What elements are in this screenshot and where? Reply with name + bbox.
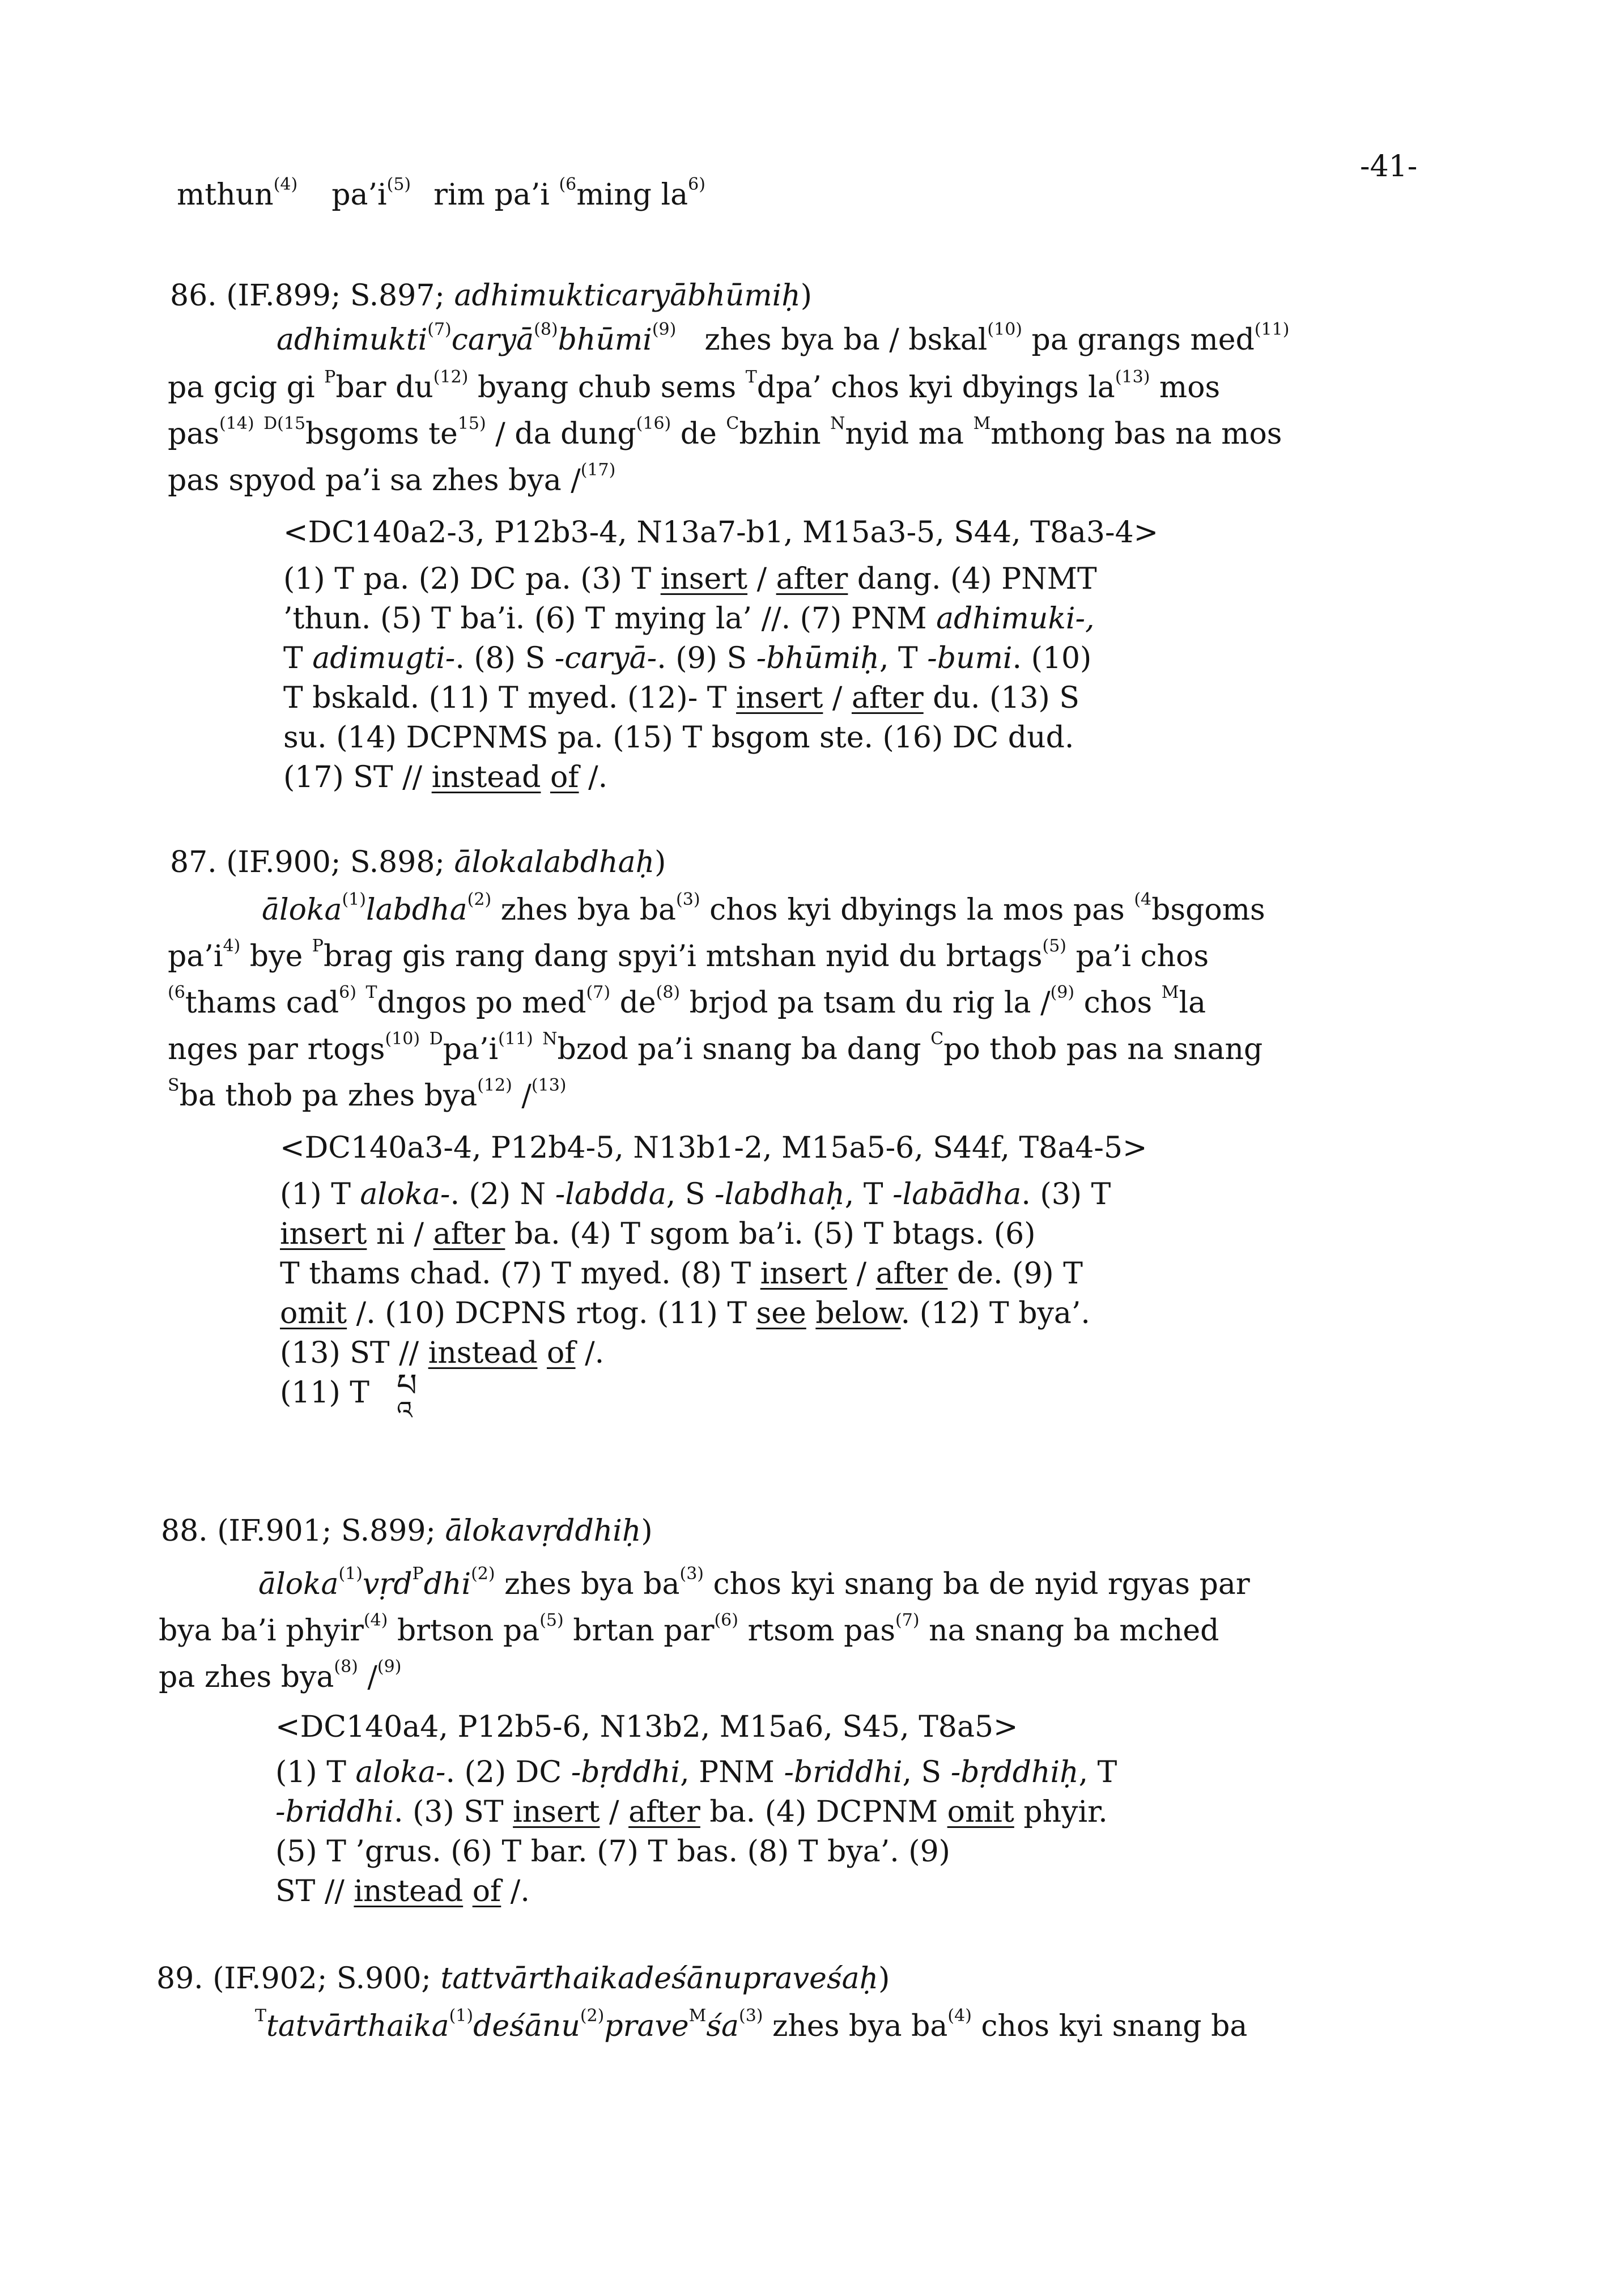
entry-86-note-line: (17) ST // instead of /. (283, 760, 608, 794)
entry-87-body-line: nges par rtogs$^{(10)}$ $^Dpa’i^{(11)}$ $^N$bzod pa’i snang ba dang $^C$po thob pas na snang (168, 1029, 1263, 1066)
entry-87-body-line: āloka$^{(1)}$labdha$^{(2)}$ zhes bya $ba^{(3)}$ chos kyi dbyings la mos pas $^{(4}$bsgoms (262, 890, 1265, 927)
entry-86-note-line: (1) T pa. (2) DC pa. (3) T insert / after dang. (4) PNMT (283, 562, 1097, 596)
entry-86-heading: 86. (IF.899; S.897; adhimukticaryābhūmiḥ) (170, 279, 813, 313)
entry-86-note-line: T bskald. (11) T myed. (12)- T insert / after du. (13) S (283, 681, 1079, 715)
entry-87-note-line: (13) ST // instead of /. (280, 1336, 605, 1370)
continuation-line: mthun$^{(4)}$ $pa’i^{(5)}$ rim pa’i $^{(6}$ming $la^{6)}$ (177, 175, 705, 212)
entry-86-note-line: T adimugti-. (8) S -caryā-. (9) S -bhūmiḥ, T -bumi. (10) (283, 641, 1092, 675)
tibetan-glyph-subscript: འ (397, 1396, 413, 1425)
tibetan-glyph: པ (397, 1367, 417, 1404)
entry-89-heading: 89. (IF.902; S.900; tattvārthaikadeśānupraveśaḥ) (156, 1962, 890, 1996)
entry-88-note-line: (5) T ’grus. (6) T bar. (7) T bas. (8) T bya’. (9) (275, 1835, 950, 1869)
entry-87-sources: <DC140a3-4, P12b4-5, N13b1-2, M15a5-6, S44f, T8a4-5> (280, 1131, 1147, 1165)
entry-87-note-line: (1) T aloka-. (2) N -labdda, S -labdhaḥ, T -labādha. (3) T (280, 1177, 1111, 1211)
entry-88-note-line: (1) T aloka-. (2) DC -bṛddhi, PNM -briddhi, S -bṛddhiḥ, T (275, 1755, 1117, 1789)
entry-87-body-line: $^{(6}$thams cad$^{6)}$ $^T$dngos po med$^{(7)}$ $de^{(8)}$ brjod pa tsam du rig la /$^{(9)}$ chos $^M$la (168, 983, 1206, 1020)
entry-87-note-line: (11) T (280, 1376, 369, 1410)
entry-89-body-line: $^Ttatvārthaika^{(1)}deśānu^{(2)}prave^Mśa^{(3)}$ zhes bya $ba^{(4)}$ chos kyi snang ba (255, 2006, 1248, 2043)
entry-88-body-line: pa zhes bya$^{(8)}$ /$^{(9)}$ (159, 1657, 402, 1694)
entry-87-body-line: $^S$ba thob pa zhes bya$^{(12)}$ /$^{(13)}$ (168, 1075, 567, 1113)
entry-87-body-line: $pa’i^{4)}$ bye $^P$brag gis rang dang spyi’i mtshan nyid du brtags$^{(5)}$ pa’i chos (168, 936, 1209, 973)
entry-88-sources: <DC140a4, P12b5-6, N13b2, M15a6, S45, T8a5> (275, 1710, 1018, 1744)
entry-88-heading: 88. (IF.901; S.899; ālokavṛddhiḥ) (161, 1514, 653, 1548)
entry-87-note-line: insert ni / after ba. (4) T sgom ba’i. (5) T btags. (6) (280, 1217, 1036, 1251)
entry-86-body-line: pas$^{(14)}$ $^{D(15}$bsgoms $te^{15)}$ / da dung$^{(16)}$ de $^C$bzhin $^N$nyid ma $^M$mthong bas na mos (168, 414, 1282, 451)
entry-88-body-line: āloka$^{(1)}$vṛd$^P$dhi$^{(2)}$ zhes bya $ba^{(3)}$ chos kyi snang ba de nyid rgyas par (258, 1564, 1250, 1601)
entry-87-heading: 87. (IF.900; S.898; ālokalabdhaḥ) (170, 845, 666, 879)
entry-86-body-line: pa gcig gi $^P$bar $du^{(12)}$ byang chub sems $^T$dpa’ chos kyi dbyings $la^{(13)}$ mos (168, 367, 1221, 405)
entry-88-note-line: -briddhi. (3) ST insert / after ba. (4) DCPNM omit phyir. (275, 1795, 1108, 1829)
entry-86-note-line: su. (14) DCPNMS pa. (15) T bsgom ste. (16) DC dud. (283, 721, 1074, 755)
entry-86-body-line: adhimukti$^{(7)}$caryā$^{(8)}$bhūmi$^{(9)}$ zhes bya ba / bskal$^{(10)}$ pa grangs med$^{(11)}$ (277, 320, 1290, 357)
entry-88-body-line: bya ba’i phyir$^{(4)}$ brtson $pa^{(5)}$ brtan par$^{(6)}$ rtsom pas$^{(7)}$ na snang ba mched (159, 1610, 1219, 1648)
entry-86-body-line: pas spyod pa’i sa zhes bya /$^{(17)}$ (168, 460, 616, 498)
entry-86-sources: <DC140a2-3, P12b3-4, N13a7-b1, M15a3-5, S44, T8a3-4> (283, 516, 1159, 550)
page-number: -41- (1360, 150, 1418, 184)
entry-87-note-line: omit /. (10) DCPNS rtog. (11) T see below. (12) T bya’. (280, 1296, 1090, 1330)
entry-86-note-line: ’thun. (5) T ba’i. (6) T mying la’ //. (7) PNM adhimuki-, (283, 602, 1095, 636)
entry-88-note-line: ST // instead of /. (275, 1874, 530, 1908)
entry-87-note-line: T thams chad. (7) T myed. (8) T insert / after de. (9) T (280, 1257, 1083, 1291)
